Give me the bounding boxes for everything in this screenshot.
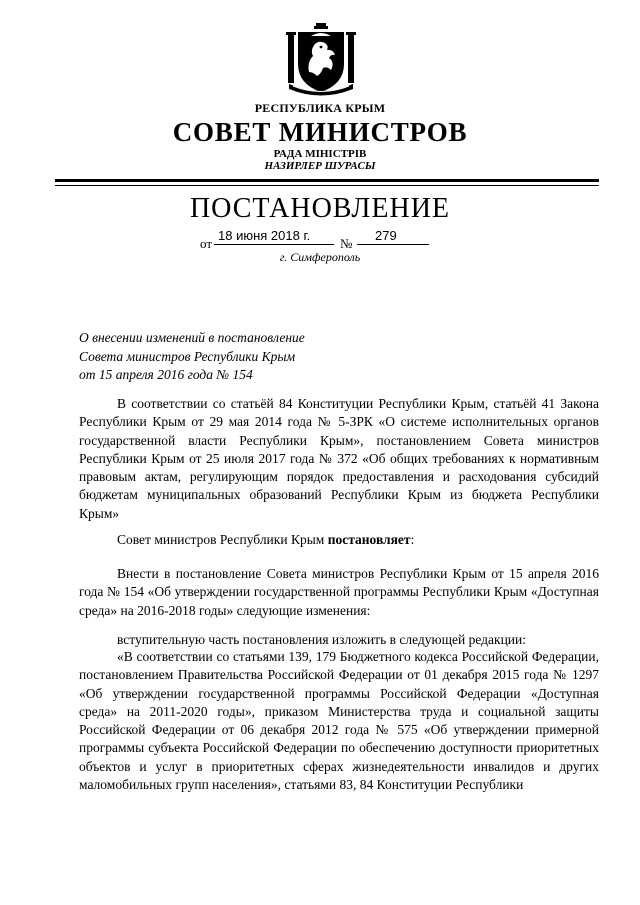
decree-subject (79, 329, 305, 385)
decree-number: 279 (375, 228, 397, 243)
new-introduction-paragraph: «В соответствии со статьями 139, 179 Бюджетного кодекса Российской Федерации, постановлением Правительства Российской Федерации от 01 декабря 2015 года № 1297 «Об утверждении государственной программы Российской Федерации «Доступная среда» на 2011-2020 годы», приказом Министерства труда и социальной защиты Российской Федерации от 06 декабря 2012 года № 575 «Об утверждении примерной программы субъекта Российской Федерации по обеспечению доступности приоритетных объектов и услуг в приоритетных сферах жизнедеятельности инвалидов и других маломобильных групп населения», статьями 83, 84 Конституции Республики (79, 649, 599, 793)
crimea-coat-of-arms-icon (283, 22, 359, 96)
date-underline (214, 244, 334, 245)
number-underline (357, 244, 429, 245)
amendment-paragraph: Внести в постановление Совета министров Республики Крым от 15 апреля 2016 года № 154 «Об утверждении государственной программы Республики Крым «Доступная среда» на 2016-2018 годы» следующие изменения: (79, 566, 599, 618)
introduction-paragraph: вступительную часть постановления изложить в следующей редакции: (117, 632, 527, 647)
resolves-paragraph (79, 531, 599, 549)
subject-line: О внесении изменений в постановление (79, 330, 305, 345)
header-rule-thin (55, 185, 599, 186)
resolves-keyword: постановляет (327, 532, 411, 547)
resolves-tail: : (410, 532, 415, 547)
republic-name: РЕСПУБЛИКА КРЫМ (254, 101, 386, 115)
council-name-ukrainian: РАДА МІНІСТРІВ (273, 148, 367, 160)
subject-line: Совета министров Республики Крым (79, 348, 296, 364)
decree-date: 18 июня 2018 г. (218, 228, 311, 243)
document-title: ПОСТАНОВЛЕНИЕ (189, 193, 451, 224)
preamble-paragraph: В соответствии со статьёй 84 Конституции Республики Крым, статьёй 41 Закона Республики Крым от 29 мая 2014 года № 5-ЗРК «О системе исполнительных органов государственной власти Республики Крым», постановлением Совета министров Республики Крым от 25 июля 2017 года № 372 «Об общих требованиях к нормативным правовым актам, регулирующим порядок предоставления и расходования субсидий бюджетам муниципальных образований Республики Крым из бюджета Республики Крым» (79, 396, 599, 521)
subject-line: от 15 апреля 2016 года № 154 (79, 367, 253, 382)
date-prefix: от (200, 236, 213, 251)
council-name-crimean-tatar: НАЗИРЛЕР ШУРАСЫ (264, 160, 376, 172)
council-name: СОВЕТ МИНИСТРОВ (172, 117, 468, 147)
header-rule-thick (55, 179, 599, 182)
city: г. Симферополь (279, 250, 361, 264)
resolves-lead: Совет министров Республики Крым (117, 532, 328, 547)
number-prefix: № (340, 236, 353, 251)
